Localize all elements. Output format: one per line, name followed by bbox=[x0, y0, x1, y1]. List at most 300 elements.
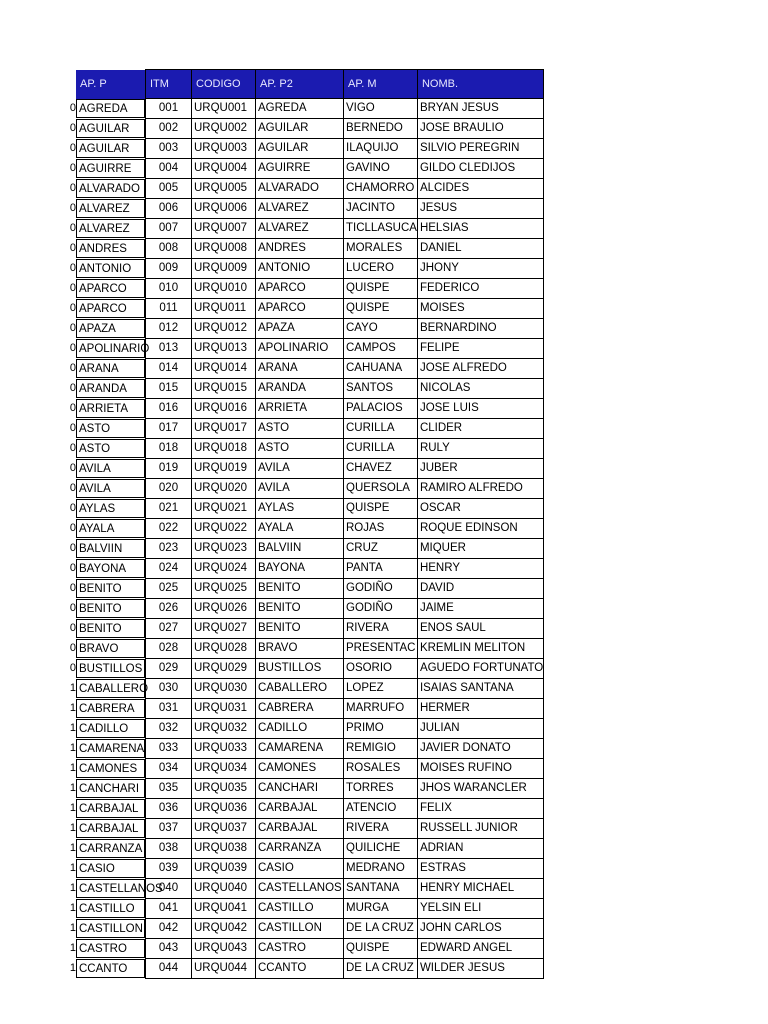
cell-itm[interactable]: 005 bbox=[146, 179, 192, 199]
cell-ap-p2[interactable]: AGUILAR bbox=[256, 119, 344, 139]
header-nomb[interactable]: NOMB. bbox=[417, 70, 543, 99]
cell-ap-m[interactable]: QUERSOLA bbox=[344, 479, 418, 499]
cell-ap-m[interactable]: ROJAS bbox=[344, 519, 418, 539]
cell-ap-p2[interactable]: CAMARENA bbox=[256, 739, 344, 759]
cell-ap-p2[interactable]: CARBAJAL bbox=[256, 819, 344, 839]
cell-itm[interactable]: 015 bbox=[146, 379, 192, 399]
cell-ap-p2[interactable]: BENITO bbox=[256, 579, 344, 599]
cell-ap-m[interactable]: PANTA bbox=[344, 559, 418, 579]
cell-ap-p[interactable] bbox=[0, 419, 146, 439]
cell-ap-m[interactable]: CAMPOS bbox=[344, 339, 418, 359]
cell-nomb[interactable]: CLIDER bbox=[417, 419, 543, 439]
cell-ap-p2[interactable]: ANDRES bbox=[256, 239, 344, 259]
cell-ap-m[interactable]: RIVERA bbox=[344, 619, 418, 639]
cell-nomb[interactable]: BRYAN JESUS bbox=[417, 99, 543, 119]
cell-ap-p2[interactable]: ALVAREZ bbox=[256, 199, 344, 219]
cell-codigo[interactable]: URQU012 bbox=[192, 319, 256, 339]
cell-codigo[interactable]: URQU014 bbox=[192, 359, 256, 379]
cell-itm[interactable]: 023 bbox=[146, 539, 192, 559]
cell-ap-p[interactable] bbox=[0, 219, 146, 239]
row-index: 0 bbox=[69, 281, 76, 294]
header-ap-m[interactable]: AP. M bbox=[344, 70, 418, 99]
cell-ap-p2[interactable]: APOLINARIO bbox=[256, 339, 344, 359]
cell-ap-p2[interactable]: ARANDA bbox=[256, 379, 344, 399]
cell-codigo[interactable]: URQU041 bbox=[192, 899, 256, 919]
cell-nomb[interactable]: ROQUE EDINSON bbox=[417, 519, 543, 539]
cell-ap-m[interactable]: RIVERA bbox=[344, 819, 418, 839]
cell-ap-p2[interactable]: BENITO bbox=[256, 599, 344, 619]
cell-ap-p2[interactable]: ARANA bbox=[256, 359, 344, 379]
cell-ap-p[interactable] bbox=[0, 599, 146, 619]
cell-itm[interactable]: 003 bbox=[146, 139, 192, 159]
cell-ap-m[interactable]: CAYO bbox=[344, 319, 418, 339]
cell-nomb[interactable]: HENRY MICHAEL bbox=[417, 879, 543, 899]
cell-codigo[interactable]: URQU010 bbox=[192, 279, 256, 299]
cell-ap-p[interactable] bbox=[0, 779, 146, 799]
cell-itm[interactable]: 021 bbox=[146, 499, 192, 519]
cell-ap-p[interactable] bbox=[0, 719, 146, 739]
cell-ap-p2[interactable]: AVILA bbox=[256, 459, 344, 479]
cell-codigo[interactable]: URQU025 bbox=[192, 579, 256, 599]
cell-ap-m[interactable]: ILAQUIJO bbox=[344, 139, 418, 159]
cell-nomb[interactable]: ISAIAS SANTANA bbox=[417, 679, 543, 699]
cell-ap-p[interactable] bbox=[0, 859, 146, 879]
cell-codigo[interactable]: URQU032 bbox=[192, 719, 256, 739]
cell-itm[interactable]: 010 bbox=[146, 279, 192, 299]
cell-ap-p2[interactable]: CANCHARI bbox=[256, 779, 344, 799]
cell-itm[interactable]: 008 bbox=[146, 239, 192, 259]
cell-ap-m[interactable]: CHAVEZ bbox=[344, 459, 418, 479]
cell-itm[interactable]: 013 bbox=[146, 339, 192, 359]
cell-ap-m[interactable]: PALACIOS bbox=[344, 399, 418, 419]
row-index: 0 bbox=[69, 561, 76, 574]
cell-ap-p2[interactable]: AVILA bbox=[256, 479, 344, 499]
cell-codigo[interactable]: URQU033 bbox=[192, 739, 256, 759]
cell-ap-p[interactable] bbox=[0, 939, 146, 959]
cell-ap-p[interactable] bbox=[0, 199, 146, 219]
header-ap-p[interactable]: AP. P bbox=[0, 70, 146, 99]
cell-ap-m[interactable]: LUCERO bbox=[344, 259, 418, 279]
cell-codigo[interactable]: URQU037 bbox=[192, 819, 256, 839]
cell-itm[interactable]: 018 bbox=[146, 439, 192, 459]
cell-nomb[interactable]: HENRY bbox=[417, 559, 543, 579]
cell-ap-p[interactable] bbox=[0, 619, 146, 639]
cell-ap-p2[interactable]: APARCO bbox=[256, 299, 344, 319]
cell-itm[interactable]: 035 bbox=[146, 779, 192, 799]
cell-codigo[interactable]: URQU016 bbox=[192, 399, 256, 419]
cell-nomb[interactable]: ESTRAS bbox=[417, 859, 543, 879]
cell-codigo[interactable]: URQU030 bbox=[192, 679, 256, 699]
cell-itm[interactable]: 028 bbox=[146, 639, 192, 659]
cell-ap-p[interactable] bbox=[0, 159, 146, 179]
cell-ap-m[interactable]: CHAMORRO bbox=[344, 179, 418, 199]
cell-ap-m[interactable]: DE LA CRUZ bbox=[344, 919, 418, 939]
ap-p-value: ASTO bbox=[76, 419, 145, 438]
cell-codigo[interactable]: URQU027 bbox=[192, 619, 256, 639]
cell-ap-p2[interactable]: ASTO bbox=[256, 419, 344, 439]
cell-codigo[interactable]: URQU002 bbox=[192, 119, 256, 139]
cell-codigo[interactable]: URQU028 bbox=[192, 639, 256, 659]
cell-ap-m[interactable]: VIGO bbox=[344, 99, 418, 119]
cell-ap-p[interactable] bbox=[0, 559, 146, 579]
ap-p-value: CAMONES bbox=[76, 759, 145, 778]
cell-itm[interactable]: 001 bbox=[146, 99, 192, 119]
cell-nomb[interactable]: JUBER bbox=[417, 459, 543, 479]
cell-codigo[interactable]: URQU007 bbox=[192, 219, 256, 239]
cell-nomb[interactable]: YELSIN ELI bbox=[417, 899, 543, 919]
cell-ap-m[interactable]: JACINTO bbox=[344, 199, 418, 219]
cell-itm[interactable]: 022 bbox=[146, 519, 192, 539]
cell-ap-p[interactable] bbox=[0, 899, 146, 919]
cell-itm[interactable]: 007 bbox=[146, 219, 192, 239]
cell-ap-m[interactable]: GODIÑO bbox=[344, 599, 418, 619]
cell-codigo[interactable]: URQU009 bbox=[192, 259, 256, 279]
cell-ap-p2[interactable]: AGREDA bbox=[256, 99, 344, 119]
ap-p-value: ALVAREZ bbox=[76, 199, 145, 218]
cell-ap-p[interactable] bbox=[0, 959, 146, 979]
cell-codigo[interactable]: URQU020 bbox=[192, 479, 256, 499]
cell-nomb[interactable]: RAMIRO ALFREDO bbox=[417, 479, 543, 499]
cell-ap-p2[interactable]: AGUILAR bbox=[256, 139, 344, 159]
row-index: 0 bbox=[69, 661, 76, 674]
ap-p-value: ARANA bbox=[76, 359, 145, 378]
cell-nomb[interactable]: ENOS SAUL bbox=[417, 619, 543, 639]
cell-ap-m[interactable]: TORRES bbox=[344, 779, 418, 799]
cell-codigo[interactable]: URQU044 bbox=[192, 959, 256, 979]
cell-codigo[interactable]: URQU024 bbox=[192, 559, 256, 579]
cell-nomb[interactable]: JOSE ALFREDO bbox=[417, 359, 543, 379]
cell-ap-p2[interactable]: APAZA bbox=[256, 319, 344, 339]
cell-codigo[interactable]: URQU039 bbox=[192, 859, 256, 879]
cell-codigo[interactable]: URQU008 bbox=[192, 239, 256, 259]
cell-ap-m[interactable]: CAHUANA bbox=[344, 359, 418, 379]
table-row bbox=[0, 559, 544, 579]
cell-ap-p2[interactable]: BRAVO bbox=[256, 639, 344, 659]
cell-itm[interactable]: 002 bbox=[146, 119, 192, 139]
header-codigo[interactable]: CODIGO bbox=[192, 70, 256, 99]
cell-codigo[interactable]: URQU043 bbox=[192, 939, 256, 959]
cell-ap-m[interactable]: GODIÑO bbox=[344, 579, 418, 599]
cell-itm[interactable]: 044 bbox=[146, 959, 192, 979]
cell-nomb[interactable]: DAVID bbox=[417, 579, 543, 599]
row-index: 0 bbox=[69, 121, 76, 134]
cell-codigo[interactable]: URQU034 bbox=[192, 759, 256, 779]
table-row bbox=[0, 319, 544, 339]
cell-itm[interactable]: 026 bbox=[146, 599, 192, 619]
cell-codigo[interactable]: URQU015 bbox=[192, 379, 256, 399]
cell-itm[interactable]: 012 bbox=[146, 319, 192, 339]
cell-itm[interactable]: 011 bbox=[146, 299, 192, 319]
cell-nomb[interactable]: FELIX bbox=[417, 799, 543, 819]
cell-ap-p[interactable] bbox=[0, 659, 146, 679]
cell-ap-p2[interactable]: BAYONA bbox=[256, 559, 344, 579]
cell-codigo[interactable]: URQU040 bbox=[192, 879, 256, 899]
cell-ap-p[interactable] bbox=[0, 819, 146, 839]
cell-ap-p[interactable] bbox=[0, 519, 146, 539]
cell-ap-m[interactable]: PRESENTAC bbox=[344, 639, 418, 659]
cell-itm[interactable]: 033 bbox=[146, 739, 192, 759]
cell-ap-m[interactable]: CRUZ bbox=[344, 539, 418, 559]
cell-ap-m[interactable]: BERNEDO bbox=[344, 119, 418, 139]
cell-codigo[interactable]: URQU029 bbox=[192, 659, 256, 679]
cell-ap-m[interactable]: SANTOS bbox=[344, 379, 418, 399]
cell-nomb[interactable]: FELIPE bbox=[417, 339, 543, 359]
table-row bbox=[0, 499, 544, 519]
cell-ap-m[interactable]: QUISPE bbox=[344, 279, 418, 299]
ap-p-value: CABRERA bbox=[76, 699, 145, 718]
cell-codigo[interactable]: URQU018 bbox=[192, 439, 256, 459]
cell-codigo[interactable]: URQU017 bbox=[192, 419, 256, 439]
ap-p-value: CADILLO bbox=[76, 719, 145, 738]
cell-ap-p[interactable] bbox=[0, 339, 150, 359]
cell-ap-p2[interactable]: CCANTO bbox=[256, 959, 344, 979]
cell-nomb[interactable]: SILVIO PEREGRIN bbox=[417, 139, 543, 159]
cell-itm[interactable]: 037 bbox=[146, 819, 192, 839]
cell-ap-p[interactable] bbox=[0, 299, 146, 319]
cell-codigo[interactable]: URQU011 bbox=[192, 299, 256, 319]
cell-codigo[interactable]: URQU001 bbox=[192, 99, 256, 119]
cell-codigo[interactable]: URQU005 bbox=[192, 179, 256, 199]
cell-nomb[interactable]: MOISES bbox=[417, 299, 543, 319]
cell-ap-m[interactable]: QUISPE bbox=[344, 499, 418, 519]
cell-ap-p2[interactable]: CASIO bbox=[256, 859, 344, 879]
cell-nomb[interactable]: NICOLAS bbox=[417, 379, 543, 399]
cell-codigo[interactable]: URQU035 bbox=[192, 779, 256, 799]
cell-ap-p2[interactable]: CABRERA bbox=[256, 699, 344, 719]
cell-itm[interactable]: 042 bbox=[146, 919, 192, 939]
table-row bbox=[0, 439, 544, 459]
table-row bbox=[0, 359, 544, 379]
cell-nomb[interactable]: FEDERICO bbox=[417, 279, 543, 299]
table-body bbox=[0, 99, 544, 979]
cell-itm[interactable]: 039 bbox=[146, 859, 192, 879]
cell-nomb[interactable]: JHONY bbox=[417, 259, 543, 279]
cell-ap-p[interactable] bbox=[0, 439, 146, 459]
cell-ap-p2[interactable]: BUSTILLOS bbox=[256, 659, 344, 679]
cell-ap-p2[interactable]: CABALLERO bbox=[256, 679, 344, 699]
cell-ap-p2[interactable]: AYLAS bbox=[256, 499, 344, 519]
table-row bbox=[0, 159, 544, 179]
cell-ap-m[interactable]: CURILLA bbox=[344, 419, 418, 439]
table-row bbox=[0, 699, 544, 719]
cell-nomb[interactable]: DANIEL bbox=[417, 239, 543, 259]
cell-codigo[interactable]: URQU019 bbox=[192, 459, 256, 479]
cell-itm[interactable]: 017 bbox=[146, 419, 192, 439]
cell-ap-m[interactable]: QUISPE bbox=[344, 299, 418, 319]
cell-ap-p2[interactable]: BALVIIN bbox=[256, 539, 344, 559]
ap-p-value: BAYONA bbox=[76, 559, 145, 578]
cell-nomb[interactable]: HELSIAS bbox=[417, 219, 543, 239]
cell-nomb[interactable]: BERNARDINO bbox=[417, 319, 543, 339]
cell-itm[interactable]: 020 bbox=[146, 479, 192, 499]
cell-ap-p[interactable] bbox=[0, 459, 146, 479]
cell-ap-p2[interactable]: APARCO bbox=[256, 279, 344, 299]
cell-itm[interactable]: 016 bbox=[146, 399, 192, 419]
cell-ap-p2[interactable]: ARRIETA bbox=[256, 399, 344, 419]
cell-ap-m[interactable]: MURGA bbox=[344, 899, 418, 919]
header-ap-p2[interactable]: AP. P2 bbox=[256, 70, 344, 99]
cell-itm[interactable]: 009 bbox=[146, 259, 192, 279]
cell-itm[interactable]: 004 bbox=[146, 159, 192, 179]
cell-ap-p[interactable] bbox=[0, 139, 146, 159]
cell-nomb[interactable]: AGUEDO FORTUNATO bbox=[417, 659, 543, 679]
cell-ap-p2[interactable]: BENITO bbox=[256, 619, 344, 639]
cell-ap-p[interactable] bbox=[0, 179, 146, 199]
cell-nomb[interactable]: JOHN CARLOS bbox=[417, 919, 543, 939]
cell-ap-p2[interactable]: CAMONES bbox=[256, 759, 344, 779]
cell-itm[interactable]: 030 bbox=[146, 679, 192, 699]
header-itm[interactable]: ITM bbox=[146, 70, 192, 99]
cell-ap-p2[interactable]: ALVAREZ bbox=[256, 219, 344, 239]
cell-ap-p2[interactable]: CASTILLON bbox=[256, 919, 344, 939]
cell-ap-p2[interactable]: AYALA bbox=[256, 519, 344, 539]
table-row bbox=[0, 299, 544, 319]
cell-itm[interactable]: 041 bbox=[146, 899, 192, 919]
cell-ap-p[interactable] bbox=[0, 99, 146, 119]
cell-nomb[interactable]: OSCAR bbox=[417, 499, 543, 519]
table-row bbox=[0, 179, 544, 199]
cell-ap-m[interactable]: QUILICHE bbox=[344, 839, 418, 859]
cell-ap-p[interactable] bbox=[0, 279, 146, 299]
cell-nomb[interactable]: JAVIER DONATO bbox=[417, 739, 543, 759]
cell-itm[interactable]: 006 bbox=[146, 199, 192, 219]
cell-ap-p[interactable] bbox=[0, 399, 146, 419]
cell-nomb[interactable]: ADRIAN bbox=[417, 839, 543, 859]
cell-ap-m[interactable]: MEDRANO bbox=[344, 859, 418, 879]
cell-ap-p[interactable] bbox=[0, 739, 146, 759]
cell-ap-p[interactable] bbox=[0, 799, 146, 819]
cell-ap-p2[interactable]: CASTRO bbox=[256, 939, 344, 959]
cell-ap-p[interactable] bbox=[0, 379, 146, 399]
cell-nomb[interactable]: RULY bbox=[417, 439, 543, 459]
cell-itm[interactable]: 032 bbox=[146, 719, 192, 739]
cell-codigo[interactable]: URQU013 bbox=[192, 339, 256, 359]
cell-nomb[interactable]: ALCIDES bbox=[417, 179, 543, 199]
cell-ap-m[interactable]: MORALES bbox=[344, 239, 418, 259]
cell-ap-m[interactable]: QUISPE bbox=[344, 939, 418, 959]
cell-itm[interactable]: 036 bbox=[146, 799, 192, 819]
cell-ap-p[interactable] bbox=[0, 919, 146, 939]
cell-nomb[interactable]: JESUS bbox=[417, 199, 543, 219]
row-index: 0 bbox=[69, 621, 76, 634]
cell-ap-p2[interactable]: AGUIRRE bbox=[256, 159, 344, 179]
cell-ap-p[interactable] bbox=[0, 359, 146, 379]
cell-ap-m[interactable]: TICLLASUCA bbox=[344, 219, 418, 239]
cell-ap-m[interactable]: ROSALES bbox=[344, 759, 418, 779]
cell-nomb[interactable]: MOISES RUFINO bbox=[417, 759, 543, 779]
table-row bbox=[0, 379, 544, 399]
ap-p-value: AGUIRRE bbox=[76, 159, 145, 178]
cell-ap-p2[interactable]: CADILLO bbox=[256, 719, 344, 739]
cell-ap-p2[interactable]: ANTONIO bbox=[256, 259, 344, 279]
cell-ap-m[interactable]: ATENCIO bbox=[344, 799, 418, 819]
cell-ap-p[interactable] bbox=[0, 499, 146, 519]
cell-ap-p[interactable] bbox=[0, 259, 146, 279]
cell-nomb[interactable]: RUSSELL JUNIOR bbox=[417, 819, 543, 839]
cell-ap-p[interactable] bbox=[0, 479, 146, 499]
cell-nomb[interactable]: GILDO CLEDIJOS bbox=[417, 159, 543, 179]
cell-codigo[interactable]: URQU026 bbox=[192, 599, 256, 619]
cell-codigo[interactable]: URQU023 bbox=[192, 539, 256, 559]
cell-ap-p2[interactable]: CASTELLANOS bbox=[256, 879, 344, 899]
cell-codigo[interactable]: URQU003 bbox=[192, 139, 256, 159]
cell-ap-p[interactable] bbox=[0, 699, 146, 719]
cell-itm[interactable]: 024 bbox=[146, 559, 192, 579]
cell-nomb[interactable]: JOSE LUIS bbox=[417, 399, 543, 419]
cell-itm[interactable]: 027 bbox=[146, 619, 192, 639]
cell-codigo[interactable]: URQU004 bbox=[192, 159, 256, 179]
cell-ap-p[interactable] bbox=[0, 239, 146, 259]
cell-itm[interactable]: 034 bbox=[146, 759, 192, 779]
cell-ap-m[interactable]: LOPEZ bbox=[344, 679, 418, 699]
cell-ap-p[interactable] bbox=[0, 579, 146, 599]
cell-nomb[interactable]: KREMLIN MELITON bbox=[417, 639, 543, 659]
cell-ap-p[interactable] bbox=[0, 539, 146, 559]
cell-codigo[interactable]: URQU042 bbox=[192, 919, 256, 939]
table-row bbox=[0, 639, 544, 659]
cell-ap-m[interactable]: CURILLA bbox=[344, 439, 418, 459]
cell-itm[interactable]: 029 bbox=[146, 659, 192, 679]
cell-ap-m[interactable]: MARRUFO bbox=[344, 699, 418, 719]
table-row bbox=[0, 519, 544, 539]
cell-itm[interactable]: 043 bbox=[146, 939, 192, 959]
cell-nomb[interactable]: MIQUER bbox=[417, 539, 543, 559]
cell-ap-m[interactable]: SANTANA bbox=[344, 879, 418, 899]
cell-nomb[interactable]: JHOS WARANCLER bbox=[417, 779, 543, 799]
cell-ap-m[interactable]: REMIGIO bbox=[344, 739, 418, 759]
cell-ap-p[interactable] bbox=[0, 839, 146, 859]
cell-nomb[interactable]: HERMER bbox=[417, 699, 543, 719]
cell-ap-p2[interactable]: ASTO bbox=[256, 439, 344, 459]
cell-ap-p2[interactable]: CARRANZA bbox=[256, 839, 344, 859]
cell-ap-p[interactable] bbox=[0, 119, 146, 139]
cell-ap-m[interactable]: GAVINO bbox=[344, 159, 418, 179]
cell-ap-p[interactable] bbox=[0, 879, 163, 899]
cell-itm[interactable]: 025 bbox=[146, 579, 192, 599]
cell-ap-p[interactable] bbox=[0, 319, 146, 339]
cell-nomb[interactable]: JAIME bbox=[417, 599, 543, 619]
cell-ap-p[interactable] bbox=[0, 639, 146, 659]
cell-ap-p2[interactable]: CARBAJAL bbox=[256, 799, 344, 819]
table-row bbox=[0, 599, 544, 619]
cell-itm[interactable]: 038 bbox=[146, 839, 192, 859]
cell-codigo[interactable]: URQU006 bbox=[192, 199, 256, 219]
cell-itm[interactable]: 014 bbox=[146, 359, 192, 379]
cell-ap-p[interactable] bbox=[0, 679, 149, 699]
cell-codigo[interactable]: URQU031 bbox=[192, 699, 256, 719]
row-index: 0 bbox=[69, 601, 76, 614]
cell-itm[interactable]: 031 bbox=[146, 699, 192, 719]
cell-nomb[interactable]: WILDER JESUS bbox=[417, 959, 543, 979]
cell-ap-p2[interactable]: CASTILLO bbox=[256, 899, 344, 919]
cell-codigo[interactable]: URQU022 bbox=[192, 519, 256, 539]
cell-ap-p2[interactable]: ALVARADO bbox=[256, 179, 344, 199]
cell-ap-m[interactable]: PRIMO bbox=[344, 719, 418, 739]
cell-ap-p[interactable] bbox=[0, 759, 146, 779]
cell-nomb[interactable]: EDWARD ANGEL bbox=[417, 939, 543, 959]
cell-ap-m[interactable]: DE LA CRUZ bbox=[344, 959, 418, 979]
cell-itm[interactable]: 019 bbox=[146, 459, 192, 479]
cell-itm[interactable]: 040 bbox=[146, 879, 192, 899]
cell-codigo[interactable]: URQU021 bbox=[192, 499, 256, 519]
cell-nomb[interactable]: JOSE BRAULIO bbox=[417, 119, 543, 139]
cell-nomb[interactable]: JULIAN bbox=[417, 719, 543, 739]
cell-ap-m[interactable]: OSORIO bbox=[344, 659, 418, 679]
cell-codigo[interactable]: URQU038 bbox=[192, 839, 256, 859]
cell-codigo[interactable]: URQU036 bbox=[192, 799, 256, 819]
table-row bbox=[0, 939, 544, 959]
ap-p-value: ANDRES bbox=[76, 239, 145, 258]
